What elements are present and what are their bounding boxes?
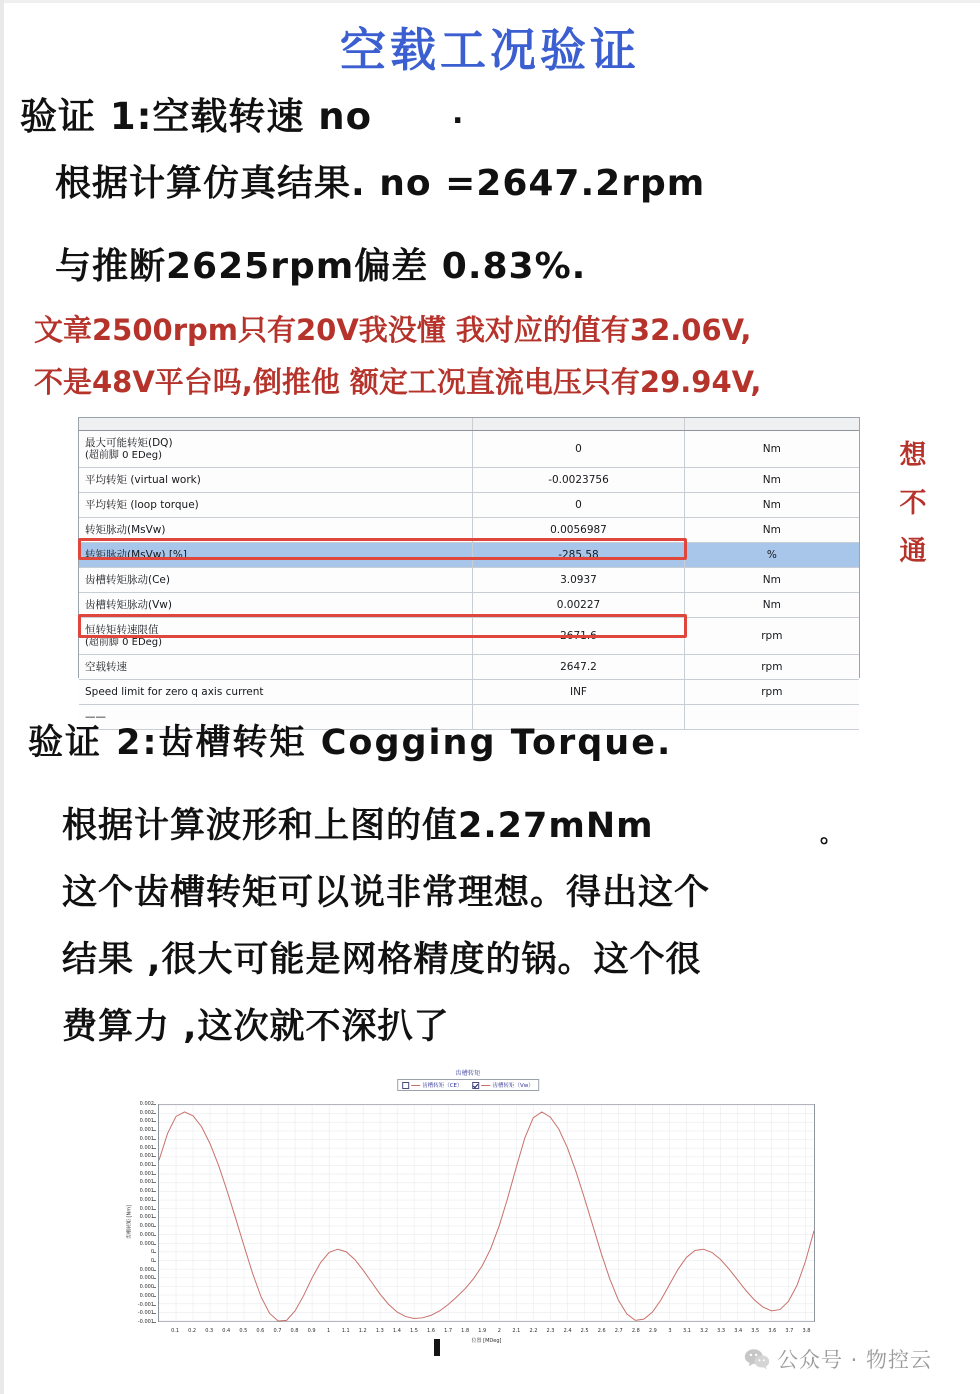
table-row[interactable] [79, 431, 859, 468]
results-table-screenshot [78, 417, 860, 723]
table-row[interactable] [79, 593, 859, 618]
x-tick-label: 3.3 [717, 1328, 726, 1334]
x-tick-label: 3.4 [734, 1328, 743, 1334]
table-row[interactable] [79, 655, 859, 680]
y-tick-label: -0.001 [137, 1310, 154, 1317]
y-tick-mark [153, 1121, 156, 1122]
y-tick-label: 0.001 [139, 1153, 154, 1160]
y-tick-label: 0.001 [139, 1205, 154, 1212]
table-row[interactable] [79, 468, 859, 493]
table-cell-value: INF [473, 680, 684, 705]
legend-label: 齿槽转矩（Vw） [492, 1083, 534, 1089]
y-tick-mark [153, 1156, 156, 1157]
legend-checkbox[interactable] [402, 1082, 409, 1089]
table-cell-label [79, 655, 473, 680]
watermark-text: 公众号 · 物控云 [777, 1348, 933, 1372]
y-tick-mark [153, 1139, 156, 1140]
results-table [79, 418, 859, 730]
table-cell-unit: % [684, 543, 859, 568]
x-tick-label: 2.4 [563, 1328, 572, 1334]
x-tick-label: 3.8 [802, 1328, 811, 1334]
x-tick-label: 1.8 [461, 1328, 470, 1334]
table-label-text: —— [85, 710, 106, 723]
page-left-edge [0, 0, 4, 1394]
y-tick-label: 0.001 [139, 1144, 154, 1151]
x-tick-label: 2.5 [580, 1328, 589, 1334]
y-tick-mark [153, 1270, 156, 1271]
red-note-line-1: 文章2500rpm只有20V我没懂 我对应的值有32.06V, [34, 313, 752, 347]
x-tick-label: 0.5 [239, 1328, 248, 1334]
table-cell-value: -0.0023756 [473, 468, 684, 493]
x-tick-label: 0.2 [188, 1328, 197, 1334]
x-tick-label: 2 [497, 1328, 501, 1334]
legend-item[interactable] [402, 1081, 462, 1089]
table-header-row [79, 418, 859, 431]
table-label-subtext: (超前脚 0 EDeg) [85, 636, 163, 648]
verification-1-heading-dot: . [452, 96, 465, 131]
table-cell-unit: Nm [684, 493, 859, 518]
y-tick-label: 0.000 [139, 1240, 154, 1247]
x-tick-label: 0.7 [273, 1328, 282, 1334]
table-cell-label [79, 431, 473, 468]
verification-1-result-line: 根据计算仿真结果. no =2647.2rpm [55, 163, 706, 204]
x-tick-label: 3.7 [785, 1328, 794, 1334]
y-tick-mark [153, 1226, 156, 1227]
table-row[interactable] [79, 518, 859, 543]
plot-frame [158, 1104, 815, 1322]
y-tick-label: 0.000 [139, 1292, 154, 1299]
y-tick-mark [153, 1130, 156, 1131]
table-cell-label [79, 593, 473, 618]
y-tick-mark [153, 1209, 156, 1210]
x-tick-label: 1.6 [427, 1328, 436, 1334]
legend-line-swatch [482, 1085, 491, 1086]
y-tick-mark [153, 1165, 156, 1166]
table-cell-value: 0.00227 [473, 593, 684, 618]
y-tick-mark [153, 1244, 156, 1245]
table-cell-value: 3.0937 [473, 568, 684, 593]
x-axis-title: 位置 [MDeg] [471, 1338, 502, 1344]
x-tick-label: 3 [668, 1328, 672, 1334]
x-tick-label: 0.6 [256, 1328, 265, 1334]
x-tick-label: 2.6 [597, 1328, 606, 1334]
y-tick-mark [153, 1287, 156, 1288]
table-row[interactable] [79, 543, 859, 568]
y-tick-label: 0.000 [139, 1284, 154, 1291]
table-label-text: 齿槽转矩脉动(Vw) [85, 598, 172, 611]
cogging-torque-chart [118, 1068, 818, 1373]
y-tick-mark [153, 1191, 156, 1192]
x-tick-label: 0.3 [205, 1328, 214, 1334]
series-line [159, 1112, 814, 1321]
table-cell-label [79, 568, 473, 593]
table-cell-label [79, 543, 473, 568]
plot-area [118, 1100, 818, 1344]
x-tick-label: 1.7 [444, 1328, 453, 1334]
y-tick-mark [153, 1252, 156, 1253]
x-tick-label: 3.6 [768, 1328, 777, 1334]
table-cell-label [79, 468, 473, 493]
verification-2-line-b: 这个齿槽转矩可以说非常理想。得出这个 [62, 873, 711, 913]
table-label-text: 转矩脉动(MsVw) [85, 523, 166, 536]
y-tick-label: -0.001 [137, 1319, 154, 1325]
y-tick-mark [153, 1113, 156, 1114]
x-tick-label: 2.1 [512, 1328, 521, 1334]
table-label-subtext: (超前脚 0 EDeg) [85, 449, 163, 461]
y-tick-label: 0.001 [139, 1188, 154, 1195]
table-cell-unit: rpm [684, 680, 859, 705]
y-tick-label: 0.002 [139, 1101, 154, 1107]
table-cell-unit [684, 705, 859, 730]
table-row[interactable] [79, 568, 859, 593]
x-tick-label: 1.1 [341, 1328, 350, 1334]
x-tick-label: 2.7 [614, 1328, 623, 1334]
table-cell-unit: Nm [684, 431, 859, 468]
y-tick-mark [153, 1305, 156, 1306]
verification-2-line-c: 结果 ,很大可能是网格精度的锅。这个很 [62, 940, 702, 980]
x-tick-label: 1.5 [409, 1328, 418, 1334]
x-tick-label: 3.2 [700, 1328, 709, 1334]
x-tick-label: 2.9 [648, 1328, 657, 1334]
table-label-text: Speed limit for zero q axis current [85, 685, 264, 698]
x-tick-label: 1 [327, 1328, 331, 1334]
verification-2-line-a: 根据计算波形和上图的值2.27mNm [62, 806, 654, 846]
verification-2-line-d: 费算力 ,这次就不深扒了 [62, 1007, 450, 1047]
legend-line-swatch [411, 1085, 420, 1086]
table-cell-value: -285.58 [473, 543, 684, 568]
legend-checkbox[interactable] [473, 1082, 480, 1089]
x-tick-label: 2.8 [631, 1328, 640, 1334]
y-tick-label: -0.001 [137, 1301, 154, 1308]
x-tick-label: 0.1 [171, 1328, 180, 1334]
table-cell-label [79, 680, 473, 705]
table-cell-unit: Nm [684, 593, 859, 618]
y-tick-label: 0 [150, 1257, 154, 1264]
table-label-text: 空载转速 [85, 660, 127, 673]
y-tick-mark [153, 1104, 156, 1105]
table-label-text: 齿槽转矩脉动(Ce) [85, 573, 170, 586]
verification-1-deviation-line: 与推断2625rpm偏差 0.83%. [55, 246, 587, 287]
table-cell-label [79, 493, 473, 518]
verification-2-line-a-dot: 。 [820, 823, 844, 848]
table-label-text: 最大可能转矩(DQ) [85, 436, 173, 449]
red-vertical-char: 不 [899, 488, 927, 519]
y-tick-mark [153, 1322, 156, 1323]
y-tick-mark [153, 1278, 156, 1279]
table-cell-value: 0 [473, 493, 684, 518]
table-cell-unit: rpm [684, 618, 859, 655]
watermark [744, 1344, 932, 1374]
legend-label: 齿槽转矩（CE） [422, 1083, 463, 1089]
verification-2-heading: 验证 2:齿槽转矩 Cogging Torque. [28, 723, 673, 763]
x-tick-label: 1.2 [358, 1328, 367, 1334]
y-tick-label: 0.001 [139, 1214, 154, 1221]
y-tick-mark [153, 1148, 156, 1149]
table-label-text: 平均转矩 (virtual work) [85, 473, 201, 486]
y-tick-label: 0.001 [139, 1127, 154, 1134]
legend-item[interactable] [473, 1081, 534, 1089]
x-tick-label: 0.4 [222, 1328, 231, 1334]
x-tick-label: 0.8 [290, 1328, 299, 1334]
table-row[interactable] [79, 680, 859, 705]
red-note-line-2: 不是48V平台吗,倒推他 额定工况直流电压只有29.94V, [34, 365, 762, 399]
table-cell-unit: Nm [684, 568, 859, 593]
x-tick-label: 1.4 [392, 1328, 401, 1334]
x-tick-label: 1.3 [375, 1328, 384, 1334]
table-cell-value: 0 [473, 431, 684, 468]
x-tick-label: 2.2 [529, 1328, 538, 1334]
y-tick-label: 0.000 [139, 1275, 154, 1282]
y-tick-label: 0 [150, 1249, 154, 1256]
table-row[interactable] [79, 493, 859, 518]
y-axis-title: 齿槽转矩 [Nm] [126, 1204, 133, 1240]
y-tick-label: 0.001 [139, 1179, 154, 1186]
table-label-text: 转矩脉动(MsVw) [%] [85, 548, 188, 561]
table-label-text: 平均转矩 (loop torque) [85, 498, 199, 511]
verification-1-heading: 验证 1:空载转速 no [20, 95, 373, 138]
y-tick-label: 0.001 [139, 1135, 154, 1142]
y-tick-mark [153, 1182, 156, 1183]
y-tick-mark [153, 1313, 156, 1314]
table-label-text: 恒转矩转速限值 [85, 623, 159, 636]
red-vertical-char: 通 [899, 536, 927, 567]
y-tick-mark [153, 1217, 156, 1218]
table-cell-label [79, 618, 473, 655]
y-tick-label: 0.001 [139, 1170, 154, 1177]
chart-legend[interactable] [397, 1079, 539, 1091]
mouse-cursor-marker [434, 1339, 440, 1356]
x-tick-label: 2.3 [546, 1328, 555, 1334]
table-cell-value: 2647.2 [473, 655, 684, 680]
chart-title: 齿槽转矩 [455, 1070, 481, 1077]
table-cell-value: 0.0056987 [473, 518, 684, 543]
y-tick-label: 0.000 [139, 1231, 154, 1238]
table-cell-unit: Nm [684, 518, 859, 543]
red-vertical-note [893, 432, 933, 576]
x-tick-label: 0.9 [307, 1328, 316, 1334]
y-axis-ticks [118, 1101, 156, 1325]
x-tick-label: 1.9 [478, 1328, 487, 1334]
y-tick-mark [153, 1235, 156, 1236]
y-tick-mark [153, 1296, 156, 1297]
y-tick-mark [153, 1261, 156, 1262]
y-tick-label: 0.001 [139, 1196, 154, 1203]
table-cell-unit: rpm [684, 655, 859, 680]
x-tick-label: 3.1 [683, 1328, 691, 1334]
table-cell-unit: Nm [684, 468, 859, 493]
y-tick-label: 0.000 [139, 1223, 154, 1230]
x-axis-ticks [158, 1326, 815, 1346]
y-tick-label: 0.001 [139, 1162, 154, 1169]
wechat-icon [744, 1348, 770, 1370]
red-vertical-char: 想 [899, 440, 927, 471]
y-tick-label: 0.002 [139, 1109, 154, 1116]
page-title: 空载工况验证 [340, 23, 640, 77]
table-row[interactable] [79, 618, 859, 655]
table-cell-value: 2671.6 [473, 618, 684, 655]
page-top-edge [0, 0, 980, 3]
y-tick-label: 0.000 [139, 1266, 154, 1273]
y-tick-mark [153, 1200, 156, 1201]
plot-svg [159, 1105, 814, 1321]
table-cell-label [79, 518, 473, 543]
x-tick-label: 3.5 [751, 1328, 760, 1334]
y-tick-mark [153, 1174, 156, 1175]
y-tick-label: 0.001 [139, 1118, 154, 1125]
